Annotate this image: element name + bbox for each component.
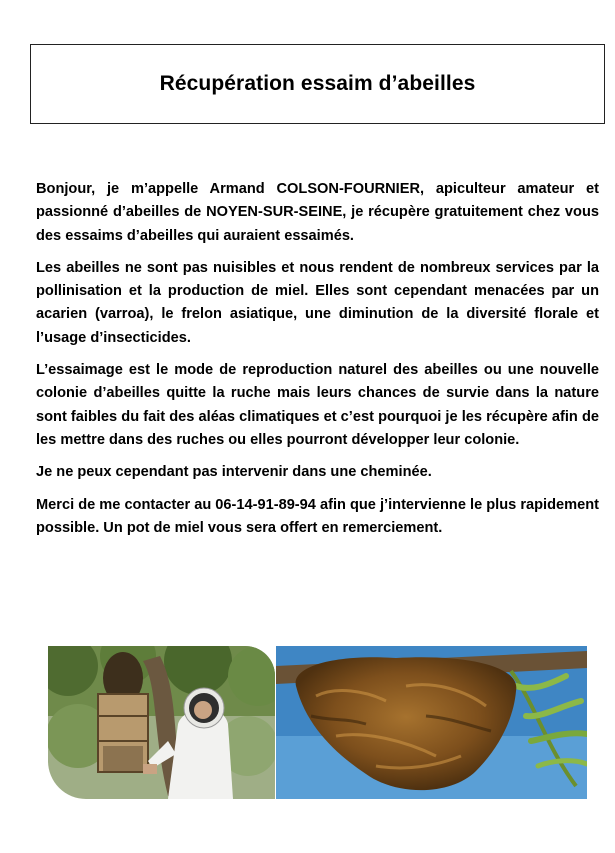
paragraph-chimney: Je ne peux cependant pas intervenir dans une cheminée. (36, 464, 432, 481)
body-text (36, 178, 599, 549)
page-title: Récupération essaim d’abeilles (159, 72, 476, 95)
paragraph-bees-benefits: Les abeilles ne sont pas nuisibles et nous rendent de nombreux services par la pollinisation et la production de miel. Elles sont cependant menacées par un acarien (varroa), le frelon asiatique, une diminution de la diversité florale et l’usage d’insecticides. (36, 259, 599, 346)
bee-swarm-photo (276, 646, 587, 799)
paragraph-swarming: L’essaimage est le mode de reproduction naturel des abeilles ou une nouvelle colonie d’abeilles quitte la ruche mais leurs chances de survie dans la nature sont faibles du fait des aléas climatiques et c’est pourquoi je les récupère afin de les mettre dans des ruches ou elles pourront développer leur colonie. (36, 362, 599, 448)
paragraph-contact: Merci de me contacter au 06-14-91-89-94 afin que j’intervienne le plus rapidement possible. Un pot de miel vous sera offert en remerciement. (36, 496, 599, 536)
beekeeper-photo (48, 646, 275, 799)
title-box (30, 44, 605, 124)
paragraph-intro: Bonjour, je m’appelle Armand COLSON-FOURNIER, apiculteur amateur et passionné d’abeilles de NOYEN-SUR-SEINE, je récupère gratuitement chez vous des essaims d’abeilles qui auraient essaimés. (36, 181, 599, 244)
